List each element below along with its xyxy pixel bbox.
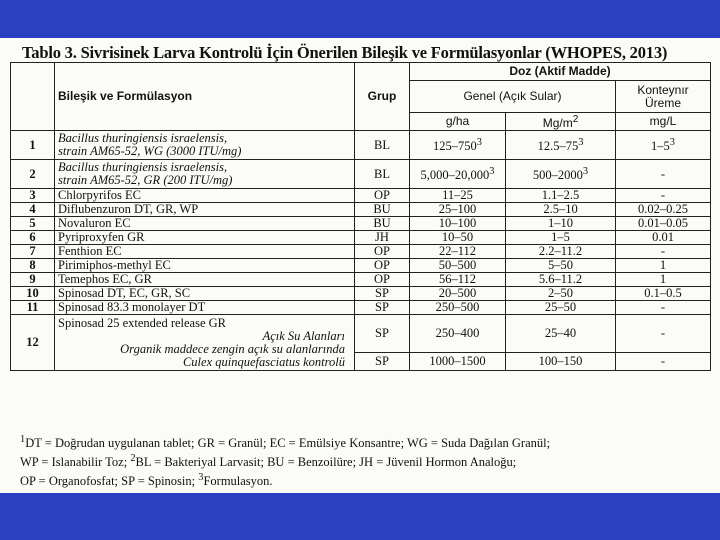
table-row [11, 160, 711, 189]
dose-mgm2 [506, 259, 616, 273]
mgl-value: - [660, 166, 666, 181]
table-row [11, 301, 711, 315]
dose-mgl [616, 287, 711, 301]
dose-gha [410, 273, 506, 287]
table-row [11, 189, 711, 203]
compound-name: Diflubenzuron DT, GR, WP [55, 203, 355, 217]
header-general: Genel (Açık Sular) [410, 81, 616, 113]
row-number: 11 [11, 301, 55, 315]
dose-gha [410, 259, 506, 273]
compound-line1: Bacillus thuringiensis israelensis, [58, 131, 228, 145]
compound-name [55, 160, 355, 189]
dose-mgm2 [506, 273, 616, 287]
dose-mgl [616, 301, 711, 315]
compound-name: Pyriproxyfen GR [55, 231, 355, 245]
dose-mgl: - [616, 315, 711, 353]
compound-line2: strain AM65-52, GR (200 ITU/mg) [58, 173, 233, 187]
compound-name: Fenthion EC [55, 245, 355, 259]
table-title: Tablo 3. Sivrisinek Larva Kontrolü İçin Önerilen Bileşik ve Formülasyonlar (WHOPES, 2013) [22, 43, 668, 62]
table-row [11, 273, 711, 287]
dose-gha [410, 203, 506, 217]
dose-gha [410, 131, 506, 160]
table-row-12a [11, 315, 711, 353]
dose-gha [410, 217, 506, 231]
group-code: OP [355, 189, 410, 203]
dose-mgl [616, 160, 711, 189]
compound-sub2: Organik maddece zengin açık su alanlarında [120, 341, 345, 356]
dose-mgl [616, 203, 711, 217]
unit-mgm2-sup: 2 [572, 114, 579, 125]
header-compound: Bileşik ve Formülasyon [55, 63, 355, 131]
dose-mgm2: 25–40 [506, 315, 616, 353]
mgl-value: 0.02–0.25 [638, 202, 688, 216]
mgm2-value: 500–2000 [532, 168, 583, 183]
footnote-sup-2: 2 [130, 453, 136, 465]
dose-mgm2 [506, 160, 616, 189]
group-code: JH [355, 231, 410, 245]
footnote-sup-3: 3 [198, 472, 204, 484]
row-number: 10 [11, 287, 55, 301]
dose-mgl [616, 259, 711, 273]
table-row [11, 287, 711, 301]
dose-mgm2 [506, 203, 616, 217]
gha-value: 20–500 [438, 286, 477, 300]
group-code: SP [355, 301, 410, 315]
group-code: OP [355, 273, 410, 287]
header-container-line1: Konteynır [637, 82, 689, 97]
gha-value: 25–100 [438, 202, 477, 216]
gha-value: 10–50 [441, 230, 474, 244]
dose-mgm2 [506, 245, 616, 259]
footnotes [20, 432, 550, 489]
dose-mgm2 [506, 217, 616, 231]
mgm2-sup: 3 [578, 137, 584, 149]
mgm2-value: 5–50 [548, 258, 573, 272]
gha-value: 10–100 [438, 216, 477, 230]
dose-mgl [616, 245, 711, 259]
mgl-value: - [660, 300, 666, 314]
dose-mgl [616, 131, 711, 160]
mgm2-value: 1–5 [551, 230, 570, 244]
header-group: Grup [355, 63, 410, 131]
dose-mgm2: 100–150 [506, 353, 616, 371]
mgl-value: - [660, 244, 666, 258]
table-row [11, 259, 711, 273]
header-row-1 [11, 63, 711, 81]
row-number: 7 [11, 245, 55, 259]
gha-value: 11–25 [442, 188, 473, 202]
header-no [11, 63, 55, 131]
dose-gha [410, 189, 506, 203]
header-container-line2: Üreme [644, 95, 681, 110]
footnote-text-2b: BL = Bakteriyal Larvasit; BU = Benzoilüre; JH = Jüvenil Hormon Analoğu; [135, 455, 517, 470]
dose-gha [410, 160, 506, 189]
mgm2-value: 2.5–10 [543, 202, 578, 216]
dose-mgm2 [506, 301, 616, 315]
mgl-value: 1 [659, 258, 667, 272]
group-code: BU [355, 203, 410, 217]
header-container [616, 81, 711, 113]
gha-value: 5,000–20,000 [420, 168, 490, 183]
larvicide-table [10, 62, 711, 371]
gha-sup: 3 [489, 166, 495, 178]
table-row [11, 231, 711, 245]
compound-name: Spinosad 83.3 monolayer DT [55, 301, 355, 315]
dose-gha [410, 231, 506, 245]
dose-mgl [616, 189, 711, 203]
header-unit-mgm2 [506, 113, 616, 131]
group-code: BL [355, 131, 410, 160]
mgm2-value: 2.2–11.2 [538, 244, 583, 258]
dose-mgm2 [506, 231, 616, 245]
row-number: 9 [11, 273, 55, 287]
dose-mgl [616, 217, 711, 231]
row-number: 8 [11, 259, 55, 273]
compound-sub1: Açık Su Alanları [262, 328, 345, 343]
group-code: SP [355, 287, 410, 301]
footnote-sup-1: 1 [20, 434, 26, 445]
mgm2-value: 25–50 [544, 300, 577, 314]
row-number: 2 [11, 160, 55, 189]
mgm2-value: 5.6–11.2 [538, 272, 583, 286]
footnote-line-3 [20, 470, 550, 489]
dose-gha [410, 245, 506, 259]
gha-value: 56–112 [438, 272, 477, 286]
row-number: 12 [11, 315, 55, 371]
compound-sub3: Culex quinquefasciatus kontrolü [182, 354, 345, 369]
mgm2-value: 2–50 [548, 286, 573, 300]
dose-mgm2 [506, 287, 616, 301]
document-page [0, 38, 720, 493]
row-number: 6 [11, 231, 55, 245]
group-code: OP [355, 259, 410, 273]
compound-name: Novaluron EC [55, 217, 355, 231]
row-number: 3 [11, 189, 55, 203]
mgl-value: 1–5 [651, 139, 670, 154]
compound-line1: Bacillus thuringiensis israelensis, [58, 160, 228, 174]
compound-name: Chlorpyrifos EC [55, 189, 355, 203]
mgl-value: 1 [659, 272, 667, 286]
table-row [11, 245, 711, 259]
dose-gha [410, 301, 506, 315]
dose-mgl [616, 273, 711, 287]
row-number: 4 [11, 203, 55, 217]
gha-sup: 3 [476, 137, 482, 149]
group-code: SP [355, 353, 410, 371]
gha-value: 250–500 [435, 300, 480, 314]
table-row [11, 131, 711, 160]
compound-name [55, 131, 355, 160]
header-unit-mgl: mg/L [616, 113, 711, 131]
mgm2-value: 1.1–2.5 [541, 188, 580, 202]
footnote-text-3a: OP = Organofosfat; SP = Spinosin; [20, 474, 199, 489]
mgl-value: 0.01 [652, 230, 674, 244]
compound-name: Pirimiphos-methyl EC [55, 259, 355, 273]
dose-mgl [616, 231, 711, 245]
mgm2-value: 12.5–75 [537, 139, 579, 154]
gha-value: 22–112 [438, 244, 477, 258]
header-unit-gha: g/ha [410, 113, 506, 131]
mgm2-sup: 3 [582, 166, 589, 178]
unit-mgm2-text: Mg/m [542, 116, 573, 130]
dose-mgm2 [506, 189, 616, 203]
mgl-sup: 3 [669, 137, 675, 149]
compound-name: Spinosad DT, EC, GR, SC [55, 287, 355, 301]
group-code: SP [355, 315, 410, 353]
dose-gha [410, 287, 506, 301]
row-number: 5 [11, 217, 55, 231]
mgl-value: 0.01–0.05 [638, 216, 688, 230]
group-code: OP [355, 245, 410, 259]
header-dose: Doz (Aktif Madde) [410, 63, 711, 81]
compound-line1: Spinosad 25 extended release GR [58, 315, 227, 330]
footnote-line-2 [20, 451, 550, 470]
dose-gha: 250–400 [410, 315, 506, 353]
group-code: BL [355, 160, 410, 189]
dose-mgl: - [616, 353, 711, 371]
compound-name: Temephos EC, GR [55, 273, 355, 287]
table-row [11, 217, 711, 231]
dose-mgm2 [506, 131, 616, 160]
gha-value: 125–750 [433, 139, 477, 154]
footnote-text-2a: WP = Islanabilir Toz; [20, 455, 131, 470]
mgl-value: - [660, 188, 666, 202]
group-code: BU [355, 217, 410, 231]
footnote-line-1 [20, 432, 550, 451]
mgl-value: 0.1–0.5 [644, 286, 682, 300]
mgm2-value: 1–10 [548, 216, 573, 230]
table-row [11, 203, 711, 217]
gha-value: 50–500 [438, 258, 477, 272]
row-number: 1 [11, 131, 55, 160]
compound-line2: strain AM65-52, WG (3000 ITU/mg) [58, 144, 242, 158]
footnote-text-1: DT = Doğrudan uygulanan tablet; GR = Granül; EC = Emülsiye Konsantre; WG = Suda Dağılan Granül; [25, 436, 551, 451]
compound-name [55, 315, 355, 371]
dose-gha: 1000–1500 [410, 353, 506, 371]
footnote-text-3b: Formulasyon. [203, 474, 273, 489]
